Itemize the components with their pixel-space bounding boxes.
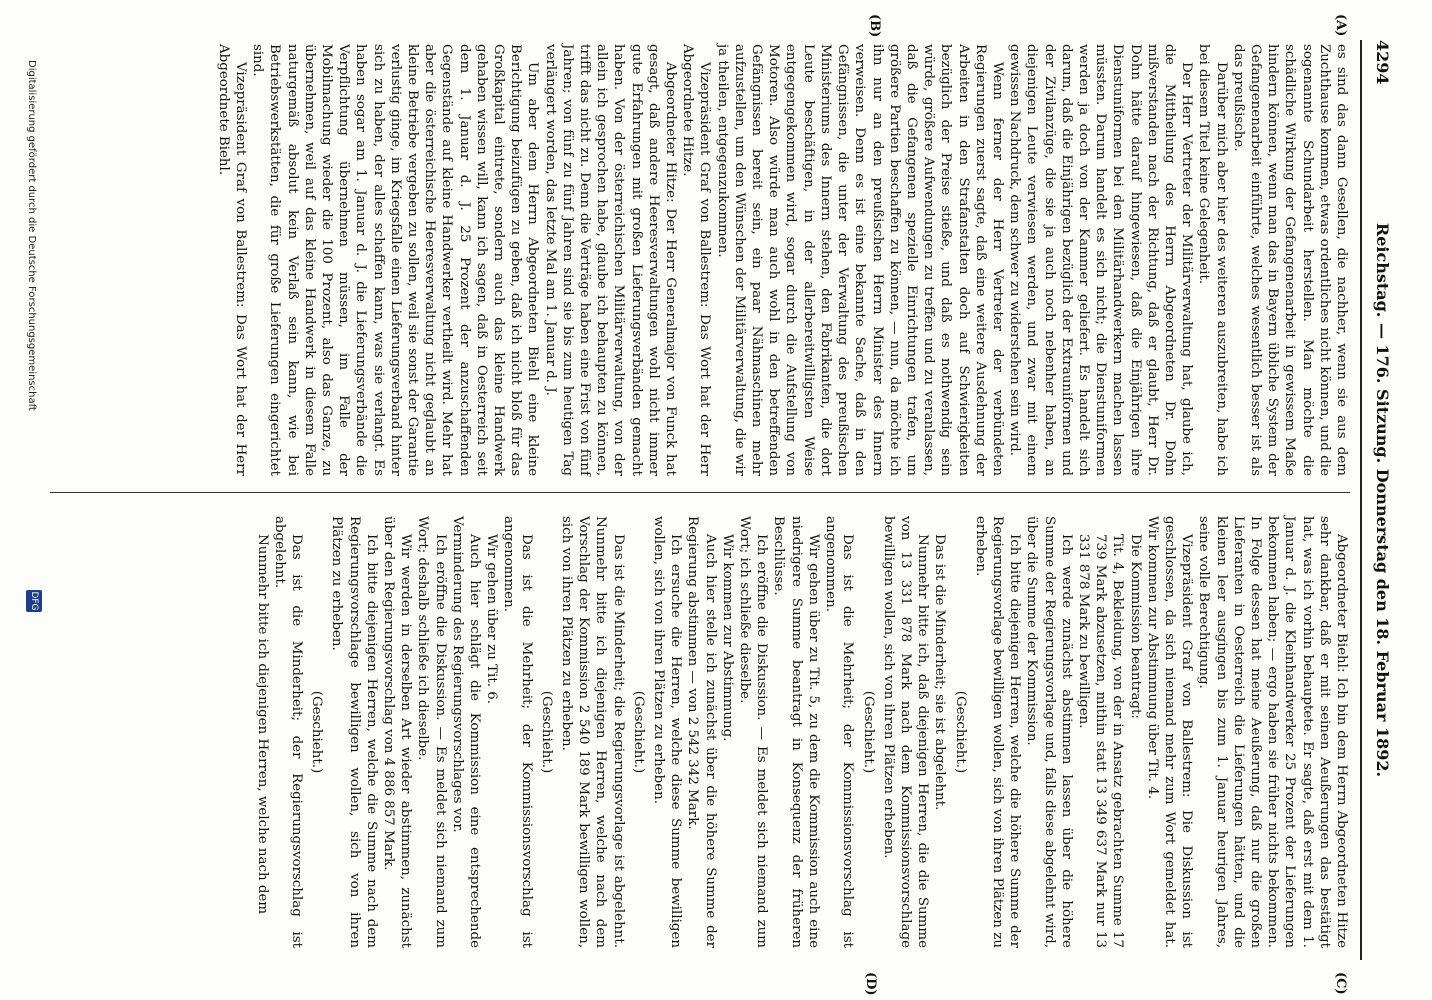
- paragraph: Das ist die Minderheit; die Regierungsvorlage ist abgelehnt. Nunmehr bitte ich diejenigen Herren, welche nach dem Vorschlag der Kommission 2 540 189 Mark bewilligen wollen, sich von ihren Plätzen zu erheben.: [559, 516, 626, 948]
- running-title: Reichstag. — 176. Sitzung. Donnerstag den 18. Februar 1892.: [1373, 222, 1392, 778]
- paragraph: Der Herr Vertreter der Militärverwaltung hat, glaube ich, die Mittheilung des Herrn Abgeordneten Dr. Dohn mißverstanden nach der Richtung, daß er glaubt, Herr Dr. Dohn hätte darauf hingewiesen, daß die Einjährigen ihre Dienstuniformen bei den Militärhandwerkern machen lassen müssten. Darum handelt es sich nicht; die Dienstuniformen werden ja doch von der Kammer geliefert. Es handelt sich darum, daß die Einjährigen bezüglich der Extrauniformen und der Zivilanzüge, die sie ja auch noch nebenher haben, an diejenigen Leute verwiesen werden, und zwar mit einem gewissen Nachdruck, dem schwer zu widerstehen sein wird.: [1007, 44, 1195, 476]
- page-number: 4294: [1373, 40, 1392, 85]
- paragraph: es sind das dann Gesellen, die nachher, wenn sie aus dem Zuchthause kommen, etwas ordentliches nicht können, und die sogenannte Schundarbeit herstellen. Man möchte die schädliche Wirkung der Gefangenenarbeit in gewissem Maße hindern können, wenn man das in Bayern übliche System der Gefangenenarbeit einführte, welches wesentlich besser ist als das preußische.: [1230, 44, 1349, 476]
- left-column: [215, 44, 1350, 476]
- motion-text: Tit. 4, Bekleidung, von der in Ansatz gebrachten Summe 17 739 Mark abzusetzen, mithin statt 13 349 637 Mark nur 13 331 878 Mark zu bewilligen.: [1075, 534, 1126, 948]
- paragraph: Ich bitte diejenigen Herren, welche die Summe nach dem Regierungsvorschlage bewilligen wollen, sich von ihren Plätzen zu erheben.: [329, 516, 379, 948]
- digitization-credit: Digitalisierung gefördert durch die Deutsche Forschungsgemeinschaft: [26, 60, 37, 411]
- dfg-logo-badge: DFG: [26, 590, 42, 612]
- paragraph: Auch hier stelle ich zunächst über die höhere Summe der Regierung abstimmen — von 2 542 342 Mark.: [685, 516, 718, 948]
- paragraph: Nunmehr bitte ich diejenigen Herren, welche nach dem: [254, 534, 270, 915]
- paragraph: Das ist die Minderheit; der Regierungsvorschlag ist abgelehnt.: [271, 516, 305, 948]
- paragraph: Wenn ferner der Herr Vertreter der verbündeten Regierungen zuerst sagte, daß eine weitere Ausdehnung der Arbeiten in den Strafanstalten doch auf Schwierigkeiten bezüglich der Preise stieße, und daß es nothwendig sein würde, größere Aufwendungen zu treffen und zu veranlassen, daß die Gefangenen spezielle Einrichtungen trafen, um größere Partien beschaffen zu können, — nun, da möchte ich ihn nur an den preußischen Herrn Minister des Innern verweisen. Denn es ist eine bekannte Sache, daß in den Gefängnissen, die unter der Verwaltung des preußischen Ministeriums des Innern stehen, den Fabrikanten, die dort Leute beschäftigen, in der allerbereitwilligsten Weise entgegengekommen wird, sogar durch die Aufstellung von Motoren. Also würde man auch wohl in den betreffenden Gefängnissen bereit sein, ein paar Nähmaschinen mehr aufzustellen, um den Wünschen der Militärverwaltung, die wir ja theilen, entgegenzukommen.: [714, 44, 1005, 476]
- speaker-paragraph: Vizepräsident Graf von Ballestrem: Das Wort hat der Herr Abgeordnete Hitze.: [680, 44, 713, 476]
- margin-marker-d: (D): [863, 972, 878, 996]
- paragraph: Ich eröffne die Diskussion. — Es meldet sich niemand zum Wort; deshalb schließe ich dieselbe.: [415, 516, 448, 948]
- paragraph: Das ist die Mehrheit; der Kommissionsvorschlag ist angenommen.: [823, 516, 856, 948]
- stage-direction: (Geschieht.): [860, 690, 876, 774]
- page-header: [1366, 40, 1392, 960]
- paragraph: Ich bitte diejenigen Herren, welche die höhere Summe der Regierungsvorlage bewilligen wollen, sich von ihren Plätzen zu erheben.: [972, 516, 1023, 948]
- paragraph: Auch hier schlägt die Kommission eine entsprechende Verminderung des Regierungsvorschlages vor.: [449, 516, 483, 948]
- paragraph: Ich ersuche die Herren, welche diese Summe bewilligen wollen, sich von ihren Plätzen zu erheben.: [651, 516, 684, 948]
- paragraph: Das ist die Minderheit; sie ist abgelehnt.: [932, 534, 948, 811]
- speaker-paragraph: Abgeordneter Biehl: Ich bin dem Herrn Abgeordneten Hitze sehr dankbar, daß er mit seinen Aeußerungen das bestätigt hat, was ich vorhin behauptete. Er sagte, daß erst mit dem 1. Januar d. J. die Kleinhandwerker 25 Prozent der Lieferungen bekommen haben; — ergo haben sie früher nichts bekommen. In Folge dessen hat meine Aeußerung, daß nur die großen Lieferanten in Oesterreich die Lieferungen hätten, und die kleinen leer ausgingen bis zum 1. Januar heurigen Jahres, seine volle Berechtigung.: [1196, 516, 1349, 948]
- stage-direction: (Geschieht.): [630, 690, 646, 774]
- header-rule: [1360, 40, 1362, 960]
- paragraph: Die Kommission beantragt:: [1127, 534, 1143, 719]
- paragraph: Ich werde zunächst abstimmen lassen über die höhere Summe der Regierungsvorlage und, falls diese abgelehnt wird, über die Summe der Kommission.: [1024, 516, 1074, 948]
- column-separator: [50, 492, 1350, 493]
- paragraph: Ich eröffne die Diskussion. — Es meldet sich niemand zum Wort; ich schließe dieselbe.: [737, 516, 770, 948]
- margin-marker-b: (B): [867, 14, 882, 38]
- margin-marker-a: (A): [1333, 14, 1348, 37]
- paragraph: Um aber dem Herrn Abgeordneten Biehl eine kleine Berichtigung beizufügen zu geben, daß ich nicht bloß für das Großkapital eintrete, sondern auch das kleine Handwerk gehaben wissen will, kann ich sagen, daß in Oesterreich seit dem 1. Januar d. J. 25 Prozent der anzuschaffenden Gegenstände auf kleine Handwerker vertheilt wird. Mehr hat aber die österreichische Heeresverwaltung nicht geglaubt an kleine Betriebe vergeben zu sollen, weil sie sonst der Garantie verlustig ginge, im Kriegsfalle einen Lieferungsverband hinter sich zu haben, der alles schaffen kann, was sie verlangt. Es haben sogar am 1. Januar d. J. die Lieferungsverbände die Verpflichtung übernehmen müssen, im Falle der Mobilmachung wieder die 100 Prozent, also das Ganze, zu übernehmen, weil auf das kleine Handwerk in diesem Falle naturgemäß absolut kein Verlaß sein kann, wie bei Betriebswerkstätten, die für große Lieferungen eingerichtet sind.: [250, 44, 541, 476]
- speaker-paragraph: Vizepräsident Graf von Ballestrem: Das Wort hat der Herr Abgeordnete Biehl.: [215, 44, 248, 476]
- paragraph: Nunmehr bitte ich, daß diejenigen Herren, die die Summe von 13 331 878 Mark nach dem Kommissionsvorschlage bewilligen wollen, sich von ihren Plätzen erheben.: [880, 516, 931, 948]
- paragraph: Wir kommen zur Abstimmung.: [719, 534, 735, 742]
- stage-direction: (Geschieht.): [309, 690, 325, 774]
- stage-direction: (Geschieht.): [952, 690, 968, 774]
- paragraph: Wir gehen über zu Tit. 6.: [484, 534, 500, 704]
- right-column: [253, 516, 1350, 948]
- stage-direction: (Geschieht.): [538, 690, 554, 774]
- speaker-paragraph: Abgeordneter Hitze: Der Herr Generalmajor von Funck hat gesagt, daß andere Heeresverwaltungen wohl nicht immer gute Erfahrungen mit großen Lieferungsverbänden gemacht haben. Von der österreichischen Militärverwaltung, von der allein ich gesprochen habe, glaube ich behaupten zu können, trifft das nicht zu. Denn die Verträge haben eine Frist von fünf Jahren; von fünf zu fünf Jahren sind sie bis zum heutigen Tag verlängert worden, das letzte Mal am 1. Januar d. J.: [542, 44, 679, 476]
- paragraph: Darüber mich aber hier des weiteren auszubreiten, habe ich bei diesem Titel keine Gelegenheit.: [1196, 44, 1229, 476]
- paragraph: Das ist die Mehrheit; der Kommissionsvorschlag ist angenommen.: [501, 516, 534, 948]
- speaker-paragraph: Vizepräsident Graf von Ballestrem: Die Diskussion ist geschlossen, da sich niemand mehr zum Wort gemeldet hat. Wir kommen zur Abstimmung über Tit. 4.: [1144, 516, 1195, 948]
- margin-marker-c: (C): [1333, 972, 1348, 995]
- paragraph: Wir gehen über zu Tit. 5, zu dem die Kommission auch eine niedrigere Summe beantragt in Konsequenz der früheren Beschlüsse.: [771, 516, 821, 948]
- paragraph: Wir werden in derselben Art wieder abstimmen, zunächst über den Regierungsvorschlag von 4 886 857 Mark.: [381, 516, 414, 948]
